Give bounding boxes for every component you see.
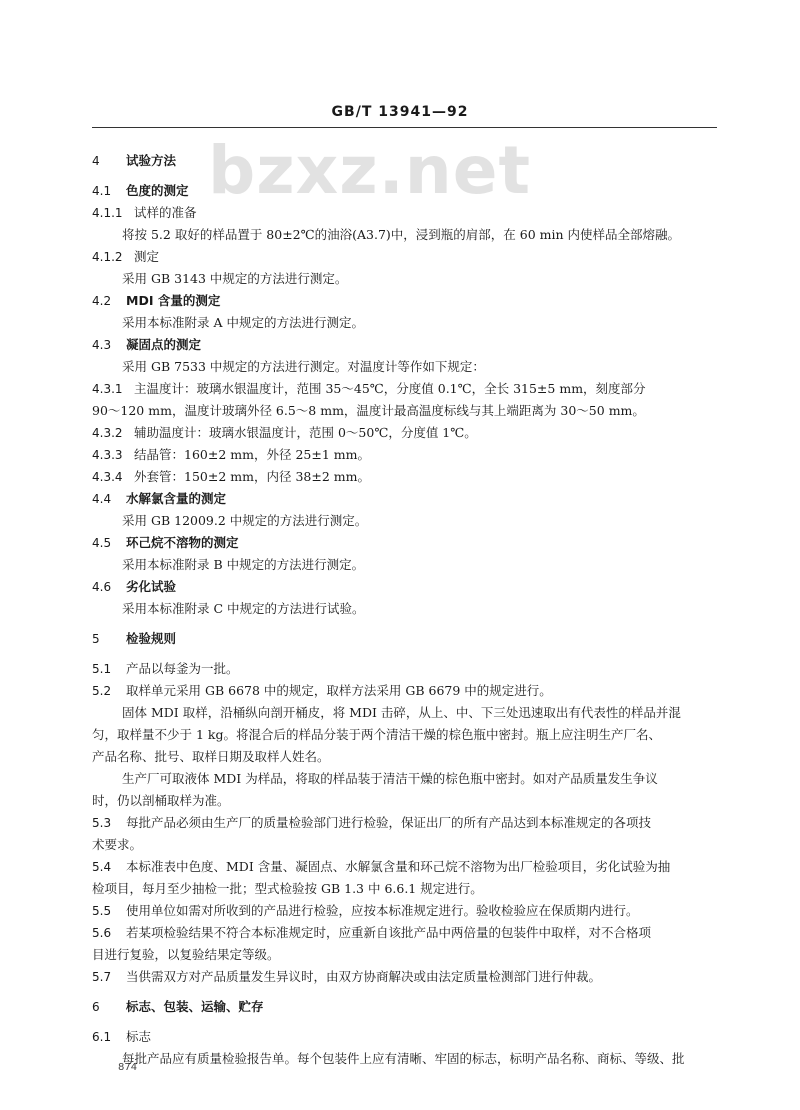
- paragraph-line: 产品名称、批号、取样日期及取样人姓名。: [92, 749, 330, 764]
- paragraph-line: 检项目，每月至少抽检一批；型式检验按 GB 1.3 中 6.6.1 规定进行。: [92, 881, 483, 896]
- subsection-heading: [92, 1026, 722, 1048]
- paragraph-line: [92, 856, 722, 878]
- paragraph-line: [92, 812, 722, 834]
- section-number: 5.1: [92, 662, 112, 676]
- paragraph-line: 采用本标准附录 C 中规定的方法进行试验。: [122, 601, 365, 616]
- section-number: 5.2: [92, 684, 112, 698]
- paragraph-line: [92, 466, 722, 488]
- section-title: 凝固点的测定: [126, 337, 202, 352]
- section-number: 5.3: [92, 816, 112, 830]
- section-title: 色度的测定: [126, 183, 189, 198]
- section-heading: [92, 150, 722, 172]
- section-title: 测定: [134, 249, 160, 264]
- section-number: 6: [92, 1000, 100, 1014]
- paragraph-text: 当供需双方对产品质量发生异议时，由双方协商解决或由法定质量检测部门进行仲裁。: [126, 969, 602, 984]
- section-heading: [92, 996, 722, 1018]
- section-number: 4.5: [92, 536, 112, 550]
- paragraph-text: 取样单元采用 GB 6678 中的规定，取样方法采用 GB 6679 中的规定进行。: [126, 683, 552, 698]
- paragraph-text: 主温度计：玻璃水银温度计，范围 35～45℃，分度值 0.1℃，全长 315±5 mm，刻度部分: [134, 381, 646, 396]
- section-number: 5: [92, 632, 100, 646]
- section-title: 试样的准备: [134, 205, 197, 220]
- section-number: 4.3.3: [92, 448, 123, 462]
- section-number: 6.1: [92, 1030, 112, 1044]
- document-code-header: GB/T 13941—92: [331, 104, 469, 120]
- subsection-heading: [92, 180, 722, 202]
- paragraph-line: [92, 658, 722, 680]
- section-heading: [92, 628, 722, 650]
- subsection-heading: [92, 334, 722, 356]
- subsection-heading: [92, 246, 722, 268]
- paragraph-line: [92, 966, 722, 988]
- section-title: 标志: [126, 1029, 152, 1044]
- section-title: 劣化试验: [126, 579, 177, 594]
- paragraph-text: 若某项检验结果不符合本标准规定时，应重新自该批产品中两倍量的包装件中取样，对不合格项: [126, 925, 652, 940]
- paragraph-line: 采用 GB 3143 中规定的方法进行测定。: [122, 271, 348, 286]
- paragraph-text: 使用单位如需对所收到的产品进行检验，应按本标准规定进行。验收检验应在保质期内进行。: [126, 903, 639, 918]
- paragraph-line: 时，仍以剖桶取样为准。: [92, 793, 230, 808]
- paragraph-line: 采用 GB 7533 中规定的方法进行测定。对温度计等作如下规定：: [122, 359, 485, 374]
- page-number: 874: [118, 1062, 138, 1073]
- section-number: 5.7: [92, 970, 112, 984]
- paragraph-line: 匀，取样量不少于 1 kg。将混合后的样品分装于两个清洁干燥的棕色瓶中密封。瓶上应注明生产厂名、: [92, 727, 661, 742]
- paragraph-line: 采用 GB 12009.2 中规定的方法进行测定。: [122, 513, 368, 528]
- paragraph-line: [92, 900, 722, 922]
- paragraph-line: 目进行复验，以复验结果定等级。: [92, 947, 280, 962]
- section-number: 4.3.4: [92, 470, 123, 484]
- section-title: MDI 含量的测定: [126, 293, 221, 308]
- paragraph-line: 固体 MDI 取样，沿桶纵向剖开桶皮，将 MDI 击碎，从上、中、下三处迅速取出有代表性的样品并混: [122, 705, 681, 720]
- paragraph-text: 本标准表中色度、MDI 含量、凝固点、水解氯含量和环己烷不溶物为出厂检验项目，劣化试验为抽: [126, 859, 671, 874]
- subsection-heading: [92, 532, 722, 554]
- paragraph-line: 术要求。: [92, 837, 143, 852]
- paragraph-line: 每批产品应有质量检验报告单。每个包装件上应有清晰、牢固的标志，标明产品名称、商标、等级、批: [122, 1051, 685, 1066]
- paragraph-text: 结晶管：160±2 mm，外径 25±1 mm。: [134, 447, 370, 462]
- paragraph-text: 每批产品必须由生产厂的质量检验部门进行检验，保证出厂的所有产品达到本标准规定的各项技: [126, 815, 652, 830]
- paragraph-line: [92, 378, 722, 400]
- section-number: 4.3.1: [92, 382, 123, 396]
- paragraph-text: 辅助温度计：玻璃水银温度计，范围 0～50℃，分度值 1℃。: [134, 425, 477, 440]
- paragraph-line: 90～120 mm，温度计玻璃外径 6.5～8 mm，温度计最高温度标线与其上端距离为 30～50 mm。: [92, 403, 645, 418]
- paragraph-line: 生产厂可取液体 MDI 为样品，将取的样品装于清洁干燥的棕色瓶中密封。如对产品质量发生争议: [122, 771, 658, 786]
- section-title: 环己烷不溶物的测定: [126, 535, 239, 550]
- section-number: 5.5: [92, 904, 112, 918]
- subsection-heading: [92, 202, 722, 224]
- header-rule: [92, 127, 717, 128]
- section-number: 5.6: [92, 926, 112, 940]
- section-number: 4.3: [92, 338, 112, 352]
- paragraph-line: 将按 5.2 取好的样品置于 80±2℃的油浴(A3.7)中，浸到瓶的肩部，在 60 min 内使样品全部熔融。: [122, 227, 681, 242]
- section-number: 5.4: [92, 860, 112, 874]
- section-number: 4.3.2: [92, 426, 123, 440]
- section-number: 4: [92, 154, 100, 168]
- subsection-heading: [92, 576, 722, 598]
- paragraph-line: [92, 444, 722, 466]
- watermark: bzxz.net: [208, 132, 532, 209]
- paragraph-line: [92, 422, 722, 444]
- subsection-heading: [92, 488, 722, 510]
- paragraph-line: 采用本标准附录 B 中规定的方法进行测定。: [122, 557, 365, 572]
- paragraph-text: 产品以每釜为一批。: [126, 661, 239, 676]
- section-title: 试验方法: [126, 153, 177, 168]
- section-number: 4.6: [92, 580, 112, 594]
- paragraph-line: [92, 922, 722, 944]
- section-title: 标志、包装、运输、贮存: [126, 999, 264, 1014]
- section-number: 4.2: [92, 294, 112, 308]
- paragraph-text: 外套管：150±2 mm，内径 38±2 mm。: [134, 469, 370, 484]
- document-body: [92, 150, 722, 1070]
- subsection-heading: [92, 290, 722, 312]
- paragraph-line: 采用本标准附录 A 中规定的方法进行测定。: [122, 315, 364, 330]
- section-title: 检验规则: [126, 631, 177, 646]
- section-number: 4.1.1: [92, 206, 123, 220]
- section-number: 4.1.2: [92, 250, 123, 264]
- section-title: 水解氯含量的测定: [126, 491, 227, 506]
- section-number: 4.4: [92, 492, 112, 506]
- paragraph-line: [92, 680, 722, 702]
- section-number: 4.1: [92, 184, 112, 198]
